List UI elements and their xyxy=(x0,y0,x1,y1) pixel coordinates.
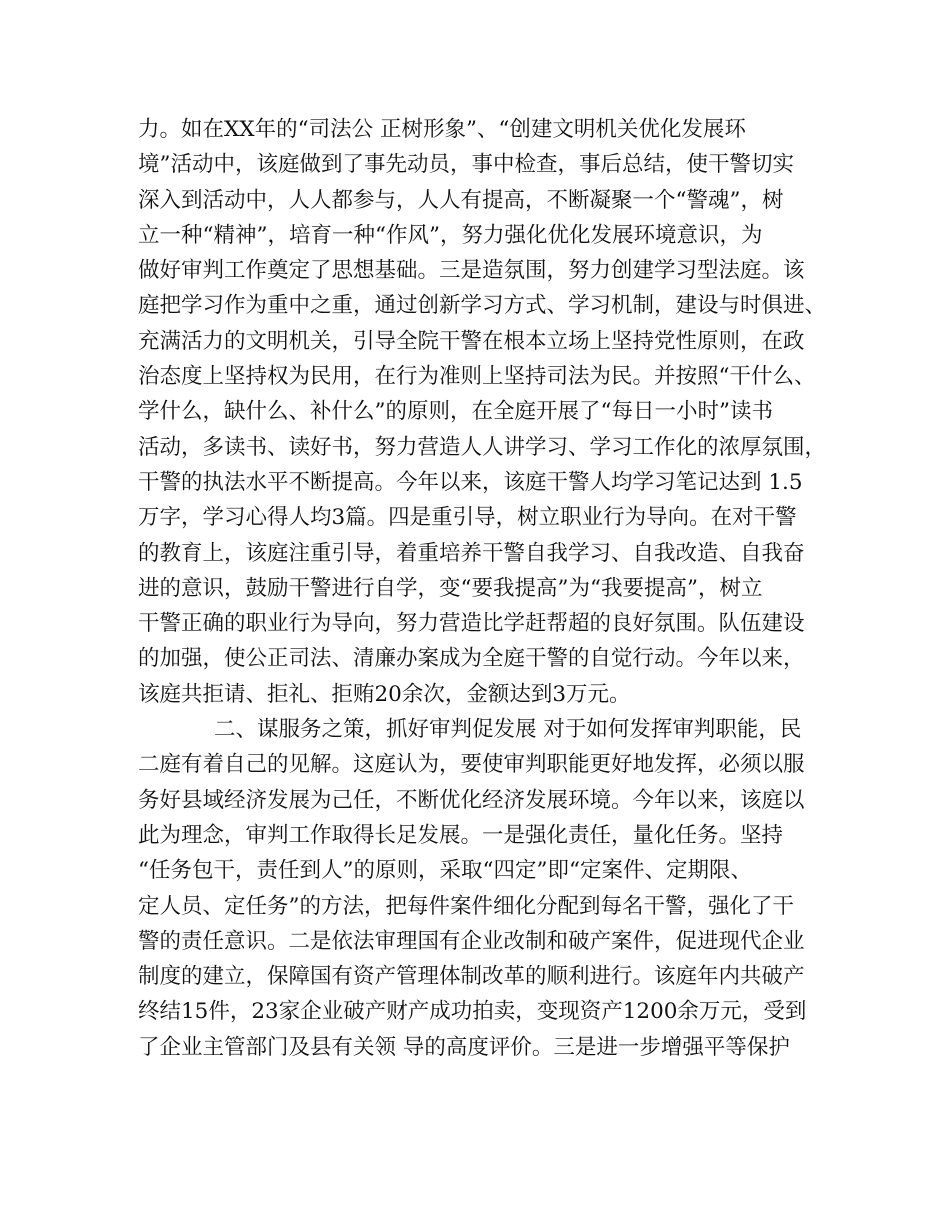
text-line: 做好审判工作奠定了思想基础。三是造氛围，努力创建学习型法庭。该 xyxy=(138,258,805,284)
text-line: 务好县域经济发展为己任，不断优化经济发展环境。今年以来，该庭以 xyxy=(138,787,805,813)
text-line: “任务包干，责任到人”的原则，采取“四定”即“定案件、定期限、 xyxy=(138,858,752,884)
text-line: 立一种“精神”，培育一种“作风”，努力强化优化发展环境意识，为 xyxy=(138,222,763,248)
text-line: 警的责任意识。二是依法审理国有企业改制和破产案件，促进现代企业 xyxy=(138,928,805,954)
text-line: 治态度上坚持权为民用，在行为准则上坚持司法为民。并按照“干什么、 xyxy=(138,364,816,390)
text-line: 力。如在XX年的“司法公 正树形象”、“创建文明机关优化发展环 xyxy=(138,117,746,142)
text-line: 深入到活动中，人人都参与，人人有提高，不断凝聚一个“警魂”，树 xyxy=(138,187,784,213)
text-line: 干警的执法水平不断提高。今年以来，该庭干警人均学习笔记达到 1.5 xyxy=(138,469,803,495)
text-line: 该庭共拒请、拒礼、拒贿20余次，金额达到3万元。 xyxy=(138,681,631,707)
text-line: 此为理念，审判工作取得长足发展。一是强化责任，量化任务。坚持 xyxy=(138,822,784,848)
text-line: 庭把学习作为重中之重，通过创新学习方式、学习机制，建设与时俱进、 xyxy=(138,293,827,319)
text-line: 的加强，使公正司法、清廉办案成为全庭干警的自觉行动。今年以来， xyxy=(138,646,805,672)
text-line: 充满活力的文明机关，引导全院干警在根本立场上坚持党性原则，在政 xyxy=(138,328,805,354)
text-line: 了企业主管部门及县有关领 导的高度评价。三是进一步增强平等保护 xyxy=(138,1034,790,1060)
text-line: 学什么，缺什么、补什么”的原则，在全庭开展了“每日一小时”读书 xyxy=(138,399,773,425)
text-line: 进的意识，鼓励干警进行自学，变“要我提高”为“我要提高”，树立 xyxy=(138,575,763,601)
text-line: 定人员、定任务”的方法，把每件案件细化分配到每名干警，强化了干 xyxy=(138,893,794,919)
text-line: 活动，多读书、读好书，努力营造人人讲学习、学习工作化的浓厚氛围， xyxy=(138,434,827,460)
text-line: 二庭有着自己的见解。这庭认为，要使审判职能更好地发挥，必须以服 xyxy=(138,752,805,778)
text-line: 干警正确的职业行为导向，努力营造比学赶帮超的良好氛围。队伍建设 xyxy=(138,611,805,637)
text-line: 万字，学习心得人均3篇。四是重引导，树立职业行为导向。在对干警 xyxy=(138,505,797,531)
text-line: 境”活动中，该庭做到了事先动员，事中检查，事后总结，使干警切实 xyxy=(138,152,794,178)
text-line: 终结15件，23家企业破产财产成功拍卖，变现资产1200余万元，受到 xyxy=(138,999,807,1025)
body-text xyxy=(138,112,828,1065)
text-line: 制度的建立，保障国有资产管理体制改革的顺利进行。该庭年内共破产 xyxy=(138,964,805,990)
text-line: 的教育上，该庭注重引导，着重培养干警自我学习、自我改造、自我奋 xyxy=(138,540,805,566)
section-heading-line: 二、谋服务之策，抓好审判促发展 对于如何发挥审判职能，民 xyxy=(214,717,802,743)
